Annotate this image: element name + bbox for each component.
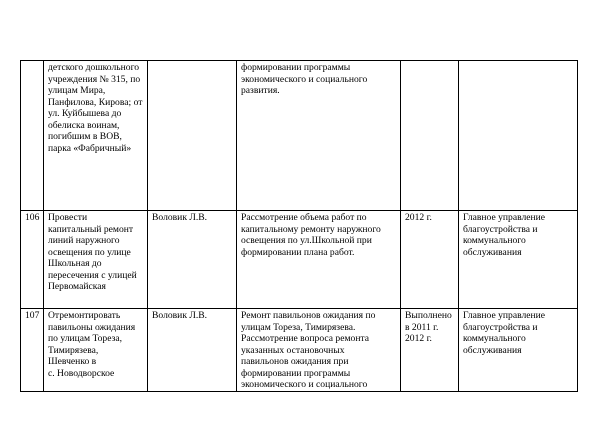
cell-line: коммунального	[463, 235, 526, 246]
cell-line: Отремонтировать	[48, 310, 121, 321]
responsible-cell	[148, 61, 237, 211]
cell-line: Выполнено	[405, 310, 452, 321]
cell-line: экономического и социального	[241, 73, 368, 85]
term-cell	[401, 211, 459, 309]
cell-line: освещения по улице	[48, 246, 131, 258]
term-cell	[401, 61, 459, 211]
cell-line: 2012 г.	[405, 212, 432, 223]
cell-line: Тимирязева,	[48, 344, 99, 356]
cell-line: Панфилова, Кирова; от	[48, 96, 143, 108]
cell-line: улицам Тореза, Тимирязева.	[241, 321, 356, 333]
measure-cell	[237, 309, 401, 392]
executor-cell	[459, 61, 578, 211]
cell-line: благоустройства и	[463, 321, 538, 333]
cell-line: с. Новодворское	[48, 367, 115, 379]
cell-line: пересечения с улицей	[48, 269, 137, 281]
cell-line: павильоны ожидания	[48, 321, 136, 333]
cell-line: Рассмотрение объема работ по	[241, 212, 367, 223]
measure-cell	[237, 61, 401, 211]
cell-line: парка «Фабричный»	[48, 142, 132, 154]
cell-line: обслуживания	[463, 344, 522, 356]
task-cell	[44, 309, 148, 392]
cell-line: освещения по ул.Школьной при	[241, 235, 372, 246]
cell-line: Главное управление	[463, 310, 546, 321]
cell-line: капитальному ремонту наружного	[241, 223, 381, 235]
cell-line: улицам Мира,	[48, 85, 106, 96]
table-row	[21, 211, 578, 309]
cell-line: погибшим в ВОВ,	[48, 131, 122, 142]
cell-line: Провести	[48, 212, 88, 223]
cell-line: формировании программы	[241, 62, 351, 73]
cell-line: указанных остановочных	[241, 344, 345, 356]
cell-line: Первомайская	[48, 281, 106, 292]
measures-table	[20, 60, 578, 392]
measure-cell	[237, 211, 401, 309]
cell-line: в 2011 г.	[405, 321, 439, 333]
cell-line: учреждения № 315, по	[48, 73, 141, 85]
term-cell	[401, 309, 459, 392]
cell-line: экономического и социального	[241, 379, 368, 390]
cell-line: павильонов ожидания при	[241, 356, 349, 367]
row-number-cell	[21, 61, 44, 211]
cell-line: развития.	[241, 85, 280, 96]
responsible-cell: Воловик Л.В.	[148, 211, 237, 309]
cell-line: обелиска воинам,	[48, 119, 120, 131]
cell-line: капитальный ремонт	[48, 223, 134, 235]
cell-line: формировании плана работ.	[241, 246, 355, 258]
cell-line: Школьная до	[48, 258, 102, 269]
cell-line: детского дошкольного	[48, 62, 140, 73]
cell-line: обслуживания	[463, 246, 522, 258]
cell-line: линий наружного	[48, 235, 120, 246]
cell-line: благоустройства и	[463, 223, 538, 235]
cell-line: 2012 г.	[405, 333, 432, 344]
table-row	[21, 61, 578, 211]
task-cell	[44, 211, 148, 309]
cell-line: Главное управление	[463, 212, 546, 223]
row-number-cell: 107	[21, 309, 44, 392]
task-cell	[44, 61, 148, 211]
executor-cell	[459, 211, 578, 309]
cell-line: формировании программы	[241, 367, 351, 379]
cell-line: ул. Куйбышева до	[48, 108, 122, 119]
cell-line: Рассмотрение вопроса ремонта	[241, 333, 370, 344]
responsible-cell: Воловик Л.В.	[148, 309, 237, 392]
row-number-cell: 106	[21, 211, 44, 309]
cell-line: по улицам Тореза,	[48, 333, 123, 344]
cell-line: Ремонт павильонов ожидания по	[241, 310, 376, 321]
table-row	[21, 309, 578, 392]
cell-line: коммунального	[463, 333, 526, 344]
executor-cell	[459, 309, 578, 392]
cell-line: Шевченко в	[48, 356, 97, 367]
